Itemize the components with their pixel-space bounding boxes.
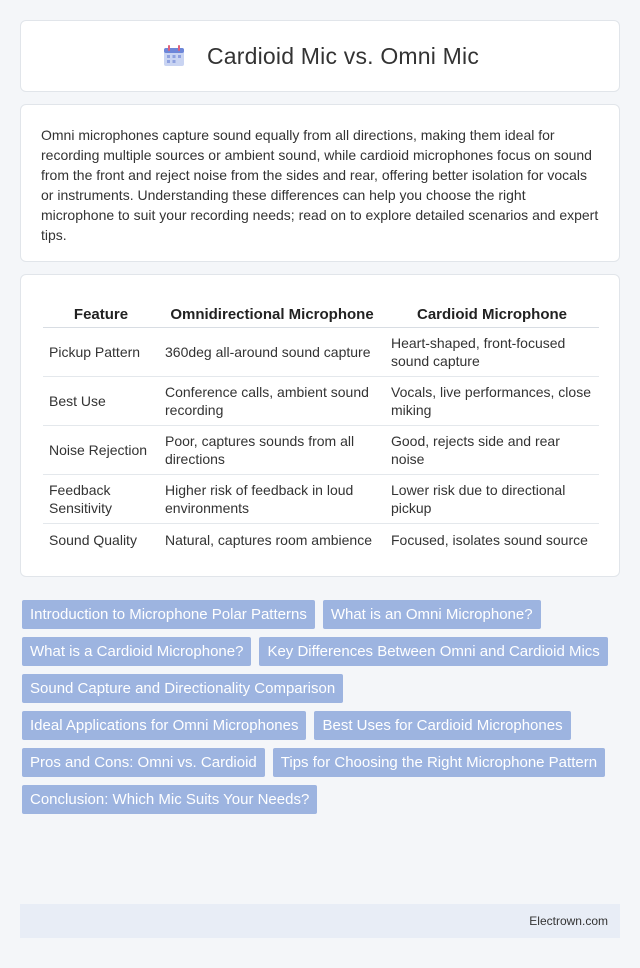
link-conclusion[interactable]: Conclusion: Which Mic Suits Your Needs? (22, 785, 317, 814)
table-cell: Higher risk of feedback in loud environments (159, 475, 385, 524)
topic-links (22, 600, 618, 814)
intro-card (20, 104, 620, 262)
table-row (43, 377, 599, 426)
table-cell: Focused, isolates sound source (391, 531, 588, 548)
footer-site-name: Electrown.com (529, 914, 608, 928)
calendar-icon (161, 43, 187, 69)
link-ideal-omni-applications[interactable]: Ideal Applications for Omni Microphones (22, 711, 306, 740)
table-row (43, 475, 599, 524)
link-sound-capture-comparison[interactable]: Sound Capture and Directionality Comparison (22, 674, 343, 703)
table-header-omni: Omnidirectional Microphone (159, 297, 385, 328)
table-header-cardioid: Cardioid Microphone (385, 297, 599, 328)
table-cell: 360deg all-around sound capture (159, 328, 385, 377)
link-best-cardioid-uses[interactable]: Best Uses for Cardioid Microphones (314, 711, 570, 740)
table-cell: Conference calls, ambient sound recording (159, 377, 385, 426)
table-cell: Vocals, live performances, close miking (385, 377, 599, 426)
table-cell: Heart-shaped, front-focused sound capture (385, 328, 599, 377)
table-cell: Good, rejects side and rear noise (385, 426, 599, 475)
link-what-is-omni[interactable]: What is an Omni Microphone? (323, 600, 541, 629)
table-row (43, 426, 599, 475)
comparison-table-card (20, 274, 620, 577)
table-cell: Pickup Pattern (43, 328, 159, 377)
table-cell: Lower risk due to directional pickup (385, 475, 599, 524)
table-header-row (43, 297, 599, 328)
table-row (43, 524, 599, 556)
link-intro-polar-patterns[interactable]: Introduction to Microphone Polar Patterns (22, 600, 315, 629)
page-title: Cardioid Mic vs. Omni Mic (206, 42, 480, 69)
comparison-table (43, 297, 599, 556)
table-cell: Noise Rejection (43, 426, 159, 475)
table-cell: Feedback Sensitivity (43, 475, 159, 524)
table-header-feature: Feature (43, 297, 159, 328)
table-row (43, 328, 599, 377)
header-card (20, 20, 620, 92)
link-key-differences[interactable]: Key Differences Between Omni and Cardioid Mics (259, 637, 607, 666)
intro-text: Omni microphones capture sound equally from all directions, making them ideal for recording multiple sources or ambient sound, while cardioid microphones focus on sound from the front and reject noise from the sides and rear, offering better isolation for vocals or instruments. Understanding these differences can help you choose the right microphone to suit your recording needs; read on to explore detailed scenarios and expert tips. (41, 127, 599, 243)
table-cell: Natural, captures room ambience (165, 531, 372, 548)
table-cell: Sound Quality (49, 531, 137, 548)
table-cell: Best Use (43, 377, 159, 426)
table-cell: Poor, captures sounds from all directions (159, 426, 385, 475)
link-choosing-tips[interactable]: Tips for Choosing the Right Microphone Pattern (273, 748, 605, 777)
link-pros-and-cons[interactable]: Pros and Cons: Omni vs. Cardioid (22, 748, 265, 777)
link-what-is-cardioid[interactable]: What is a Cardioid Microphone? (22, 637, 251, 666)
footer (20, 904, 620, 938)
